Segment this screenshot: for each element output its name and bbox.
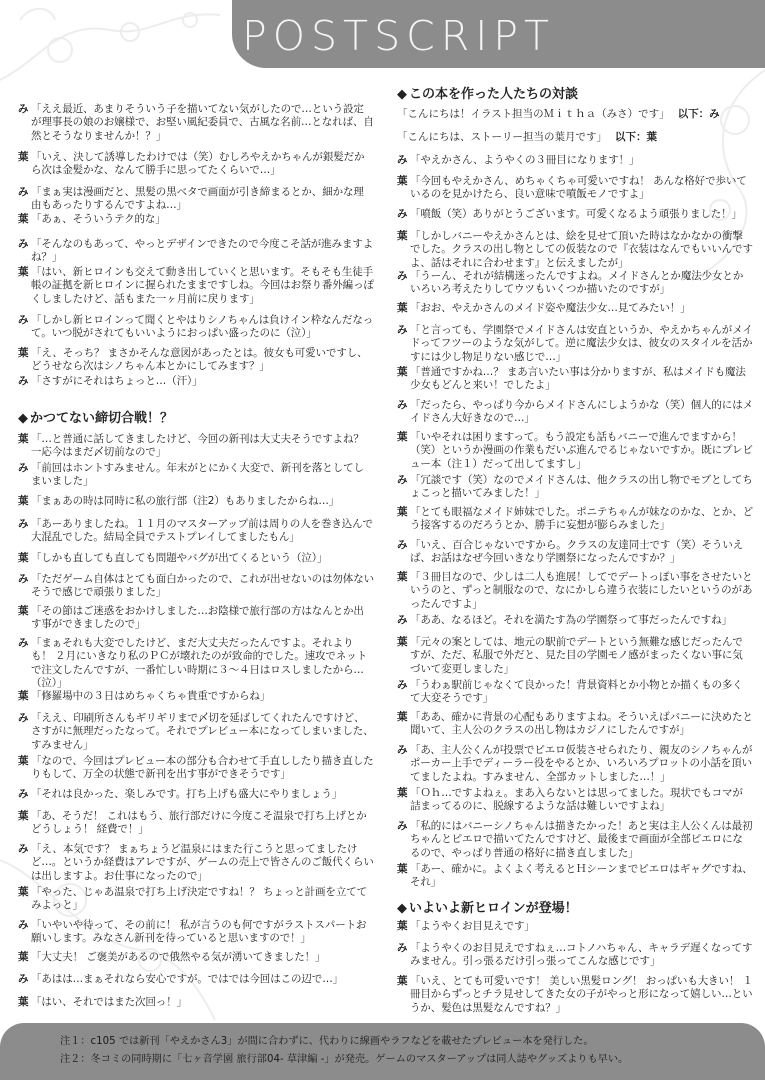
dialogue-text: 「しかも直しても直しても問題やバグが出てくるという（泣）」 (31, 552, 328, 564)
speaker-label: み (397, 679, 408, 691)
diamond-bullet-icon: ◆ (18, 411, 28, 426)
dialogue-text: 「今回もやえかさん、めちゃくちゃ可愛いですね！ あんな格好で歩いているのを見かけたら、良い意味で噴飯モノですよ」 (410, 175, 747, 201)
speaker-label: み (18, 573, 29, 585)
dialogue-line (18, 951, 374, 964)
dialogue-text: 「いえ、百合じゃないですから。クラスの友達同士です（笑）そういえば、お話はなぜ今回いきなり学園祭になったんですか？」 (410, 539, 744, 565)
dialogue-text: 「やえかさん、ようやくの３冊目になります！」 (410, 154, 640, 166)
dialogue-text: 「まぁそれも大変でしたけど、まだ大丈夫だったんですよ。それよりも！ ２月にいきなり私のＰＣが壊れたのが致命的でした。速攻でネットで注文したんですが、一番忙しい時期に３～４日はロスしましたから…（泣）」 (31, 637, 368, 689)
dialogue-text: 「あ、そうだ！ これはもう、旅行部だけに今度こそ温泉で打ち上げとかどうしょう！ 経費で！」 (31, 810, 367, 836)
dialogue-line (18, 919, 374, 946)
speaker-label: 葉 (397, 230, 408, 242)
dialogue-text: 「うーん、それが結構迷ったんですよね。メイドさんとか魔法少女とかいろいろ考えたりしてウツもいくつか描いたのですが」 (410, 270, 744, 296)
footnote-bar (0, 1023, 765, 1080)
speaker-label: み (397, 614, 408, 626)
dialogue-text: 「しかし新ヒロインって聞くとやはりシノちゃんは負けイン枠なんだなって。いつ脱がされてもいいようにおっぱい盛ったのに（泣）」 (31, 314, 374, 340)
dialogue-text: 「大丈夫！ ご褒美があるので俄然やる気が湧いてきました！」 (31, 951, 326, 963)
speaker-label: 葉 (18, 690, 29, 702)
dialogue-line (18, 266, 374, 306)
speaker-label: 葉 (18, 605, 29, 617)
dialogue-line (18, 518, 374, 545)
speaker-label: み (397, 208, 408, 220)
speaker-label: 葉 (397, 975, 408, 987)
dialogue-line (397, 230, 753, 270)
speaker-label: み (18, 103, 29, 115)
dialogue-text: 「冗談です（笑）なのでメイドさんは、他クラスの出し物でモブとしてちょこっと描いてみました！」 (410, 474, 753, 500)
dialogue-text: 「まぁあの時は同時に私の旅行部（注2）もありましたからね…」 (31, 495, 340, 507)
dialogue-text: 「ええ、印刷所さんもギリギリまで〆切を延ばしてくれたんですけど、さすがに無理だったなって。それでプレビュー本になってしまいました、すみません」 (31, 712, 374, 751)
dialogue-line (18, 552, 374, 565)
dialogue-text: 「それは良かった、楽しみです。打ち上げも盛大にやりましょう」 (31, 788, 343, 800)
dialogue-line (18, 213, 374, 226)
speaker-label: み (18, 843, 29, 855)
dialogue-line (18, 238, 374, 265)
dialogue-line (397, 787, 753, 814)
dialogue-text: 「おお、やえかさんのメイド姿や魔法少女…見てみたい！」 (410, 302, 691, 314)
dialogue-text: 「修羅場中の３日はめちゃくちゃ貴重ですからね」 (31, 690, 271, 702)
dialogue-text: 「普通ですかね…？ まあ言いたい事は分かりますが、私はメイドも魔法少女もどんと来い！でしたよ」 (410, 366, 746, 392)
dialogue-text: 「ただゲーム自体はとても面白かったので、これが出せないのは勿体ないそうで感じで頑張りました」 (31, 573, 374, 599)
dialogue-text: 「あー、確かに。よくよく考えるとＨシーンまでピエロはギャグですね、それ」 (410, 863, 753, 889)
dialogue-line (18, 690, 374, 703)
dialogue-line (18, 573, 374, 600)
intro-text: 「こんにちは！イラスト担当のＭｉｔｈａ（みさ）です」 (397, 108, 670, 120)
speaker-label: み (18, 462, 29, 474)
dialogue-line (18, 462, 374, 489)
speaker-label: み (18, 712, 29, 724)
dialogue-text: 「そんなのもあって、やっとデザインできたので今度こそ話が進みますよね？」 (31, 238, 374, 264)
dialogue-text: 「なので、今回はプレビュー本の部分も合わせて手直ししたり描き直したりもして、万全の状態で新刊を出す事ができそうです」 (31, 755, 374, 781)
dialogue-text: 「ああ、なるほど。それを満たす為の学園祭って事だったんですね」 (410, 614, 732, 626)
dialogue-line (18, 103, 374, 143)
dialogue-line (397, 175, 753, 202)
speaker-label: 葉 (397, 175, 408, 187)
speaker-label: み (397, 474, 408, 486)
dialogue-line (397, 571, 753, 611)
speaker-label: 葉 (18, 266, 29, 278)
dialogue-text: 「Ｏｈ…ですよねぇ。まあ入らないとは思ってました。現状でもコマが詰まってるのに、脱線するような話は難しいですよね」 (410, 787, 743, 813)
dialogue-line (18, 996, 374, 1009)
dialogue-line (18, 886, 374, 913)
speaker-label: 葉 (18, 347, 29, 359)
speaker-label: 葉 (397, 302, 408, 314)
diamond-bullet-icon: ◆ (397, 901, 407, 916)
dialogue-text: 「あ、主人公くんが投票でピエロ仮装させられたり、親友のシノちゃんがポーカー上手でディーラー役をやるとか、いろいろプロットの小話を頂いてましたよね。すみません、全部カットしました…！」 (410, 744, 753, 783)
dialogue-line (397, 920, 753, 933)
speaker-label: 葉 (18, 495, 29, 507)
dialogue-text: 「と言っても、学園祭でメイドさんは安直というか、やえかちゃんがメイドってフツーのような気がして。逆に魔法少女は、彼女のスタイルを活かすには少し物足りない感じで…」 (410, 324, 753, 363)
intro-text: 「こんにちは、ストーリー担当の葉月です」 (397, 131, 607, 143)
section-heading (397, 897, 578, 916)
speaker-label: 葉 (397, 636, 408, 648)
dialogue-text: 「うわぁ駅前じゃなくて良かった！背景資料とか小物とか描くもの多くて大変そうです」 (410, 679, 743, 705)
speaker-label: 葉 (397, 711, 408, 723)
speaker-label: み (18, 919, 29, 931)
dialogue-text: 「あぁ、そういうテク的な」 (31, 213, 166, 225)
dialogue-line (18, 151, 374, 178)
footnote-2: 注２：冬コミの同時期に「七ヶ音学園 旅行部04- 草津編 -」が発売。ゲームのマスターアップは同人誌やグッズよりも早い。 (60, 1054, 629, 1065)
section-heading (18, 407, 173, 426)
dialogue-line (18, 973, 374, 986)
dialogue-line (18, 712, 374, 752)
speaker-label: 葉 (397, 366, 408, 378)
dialogue-text: 「え、そっち？ まさかそんな意図があったとは。彼女も可愛いですし、どうせなら次はシノちゃん本とかにしてみます？」 (31, 347, 368, 373)
speaker-label: み (18, 518, 29, 530)
dialogue-line (18, 788, 374, 801)
dialogue-line (397, 820, 753, 860)
speaker-label: 葉 (18, 552, 29, 564)
dialogue-line (397, 679, 753, 706)
speaker-label: 葉 (397, 431, 408, 443)
dialogue-text: 「しかしバニーやえかさんとは、絵を見せて頂いた時はなかなかの衝撃でした。クラスの出し物としての仮装なので『衣装はなんでもいいんですよ、話はそれに合わせます』と伝えましたが」 (410, 230, 753, 269)
dialogue-line (397, 302, 753, 315)
dialogue-text: 「私的にはバニーシノちゃんは描きたかった！あと実は主人公くんは最初ちゃんとピエロで描いてたんですけど、最後まで画面が全部ピエロになるので、やっぱり普通の格好に描き直しました」 (410, 820, 753, 859)
dialogue-text: 「あはは…まぁそれなら安心ですが。ではでは今回はこの辺で…」 (31, 973, 343, 985)
speaker-label: 葉 (397, 571, 408, 583)
speaker-label: 葉 (18, 755, 29, 767)
dialogue-text: 「とても眼福なメイド姉妹でした。ポニテちゃんが妹なのかな、とか、どう接客するのだろうとか、勝手に妄想が膨らみました」 (410, 506, 753, 532)
speaker-label: 葉 (18, 213, 29, 225)
speaker-label: 葉 (397, 506, 408, 518)
dialogue-line (18, 810, 374, 837)
dialogue-text: 「さすがにそれはちょっと…（汗）」 (31, 375, 203, 387)
dialogue-text: 「いえ、決して誘導したわけでは（笑）むしろやえかちゃんが銀髪だから次は金髪かな、なんて勝手に思ってたくらいで…」 (31, 151, 365, 177)
dialogue-line (397, 614, 753, 627)
dialogue-line (18, 637, 374, 690)
speaker-label: み (397, 324, 408, 336)
dialogue-line (397, 399, 753, 426)
dialogue-line (18, 755, 374, 782)
dialogue-line (397, 154, 753, 167)
section-heading (397, 83, 578, 102)
dialogue-text: 「やった、じゃあ温泉で打ち上げ決定ですね！？ ちょっと計画を立ててみよっと」 (31, 886, 368, 912)
dialogue-line (18, 347, 374, 374)
speaker-label: み (397, 942, 408, 954)
diamond-bullet-icon: ◆ (397, 87, 407, 102)
dialogue-text: 「ようやくのお目見えですねぇ…コトノハちゃん、キャラデ遅くなってすみません。引っ張るだけ引っ張ってこんな感じです」 (410, 942, 753, 968)
dialogue-line (18, 605, 374, 632)
dialogue-line (18, 314, 374, 341)
dialogue-line (397, 863, 753, 890)
speaker-label: み (18, 314, 29, 326)
speaker-label: み (397, 820, 408, 832)
dialogue-text: 「いえ、とても可愛いです！ 美しい黒髪ロング！ おっぱいも大きい！ １冊目からずっとチラ見せしてきた女の子がやっと形になって嬉しい…というか、髪色は黒髪なんですね？」 (410, 975, 753, 1014)
dialogue-text: 「元々の案としては、地元の駅前でデートという無難な感じだったんですが、ただ、私服で外だと、見た目の学園モノ感がまったくない事に気づいて変更しました」 (410, 636, 743, 675)
section-heading-text: この本を作った人たちの対談 (409, 87, 579, 102)
speaker-label: 葉 (18, 886, 29, 898)
speaker-label: み (397, 154, 408, 166)
dialogue-line (397, 539, 753, 566)
section-heading-text: いよいよ新ヒロインが登場！ (409, 901, 578, 916)
floral-ornament-top-left (0, 0, 230, 110)
speaker-label: み (397, 539, 408, 551)
dialogue-text: 「ああ、確かに背景の心配もありますよね。そういえばバニーに決めたと聞いて、主人公のクラスの出し物はカジノにしたんですが」 (410, 711, 753, 737)
speaker-label: み (18, 973, 29, 985)
dialogue-line (18, 433, 374, 460)
dialogue-text: 「え、本気です？ まぁちょうど温泉にはまた行こうと思ってましたけど…。というか経費はアレですが、ゲームの売上で皆さんのご飯代くらいは出しますよ。お仕事になったので」 (31, 843, 374, 882)
speaker-label: 葉 (18, 951, 29, 963)
dialogue-line (397, 506, 753, 533)
dialogue-line (18, 375, 374, 388)
speaker-label: み (397, 270, 408, 282)
dialogue-text: 「いやいや待って、その前に！ 私が言うのも何ですがラストスパートお願いします。みなさん新刊を待っていると思いますので！」 (31, 919, 367, 945)
intro-line (397, 131, 753, 144)
footnote-1: 注１：c105 では新刊「やえかさん3」が間に合わずに、代わりに線画やラフなどを載せたプレビュー本を発行した。 (60, 1036, 594, 1047)
dialogue-line (397, 744, 753, 784)
speaker-label: 葉 (397, 920, 408, 932)
dialogue-line (397, 636, 753, 676)
speaker-label: み (18, 238, 29, 250)
speaker-label: 葉 (18, 810, 29, 822)
dialogue-line (18, 186, 374, 213)
dialogue-line (397, 711, 753, 738)
dialogue-line (18, 495, 374, 508)
dialogue-text: 「その節はご迷惑をおかけしました…お陰様で旅行部の方はなんとか出す事ができましたので」 (31, 605, 364, 631)
dialogue-line (397, 270, 753, 297)
intro-line (397, 108, 753, 121)
dialogue-text: 「まぁ実は漫画だと、黒髪の黒ベタで画面が引き締まるとか、細かな理由もあったりするんですよね…」 (31, 186, 364, 212)
dialogue-text: 「いやそれは困りますって。もう設定も話もバニーで進んでますから！（笑）というか漫画の作業もだいぶ進んでるじゃないですか。既にプレビュー本（注１）だって出してますし」 (410, 431, 753, 470)
dialogue-text: 「３冊目なので、少しは二人も進展！してでデートっぽい事をさせたいというのと、ずっと制服なので、なにかしら違う衣装にしたいというのがあったんですよ」 (410, 571, 753, 610)
dialogue-line (397, 208, 753, 221)
dialogue-line (18, 843, 374, 883)
speaker-label: み (397, 744, 408, 756)
dialogue-line (397, 474, 753, 501)
speaker-abbreviation: 以下：み (677, 108, 720, 120)
section-heading-text: かつてない締切合戦！？ (30, 411, 174, 426)
page-title: POSTSCRIPT (242, 12, 556, 60)
dialogue-line (397, 975, 753, 1015)
dialogue-line (397, 942, 753, 969)
dialogue-text: 「はい、新ヒロインも交えて動き出していくと思います。そもそも生徒手帳の証拠を新ヒロインに握られたままですしね。今回はお祭り番外編っぽくしましたけど、話もまた一ヶ月前に戻ります」 (31, 266, 374, 305)
dialogue-line (397, 324, 753, 364)
dialogue-text: 「…と普通に話してきましたけど、今回の新刊は大丈夫そうですよね？ 一応今はまだ〆切前なので」 (31, 433, 364, 459)
speaker-label: み (18, 788, 29, 800)
speaker-label: 葉 (18, 151, 29, 163)
speaker-label: 葉 (397, 787, 408, 799)
speaker-abbreviation: 以下：葉 (615, 131, 657, 143)
speaker-label: み (18, 186, 29, 198)
speaker-label: み (18, 375, 29, 387)
dialogue-line (397, 431, 753, 471)
dialogue-text: 「噴飯（笑）ありがとうございます。可愛くなるよう頑張りました！」 (410, 208, 742, 220)
dialogue-text: 「前回はホントすみません。年末がとにかく大変で、新刊を落としてしまいました」 (31, 462, 364, 488)
speaker-label: 葉 (18, 433, 29, 445)
dialogue-text: 「ええ最近、あまりそういう子を描いてない気がしたので…という設定が理事長の娘のお嬢様で、お堅い風紀委員で、古風な名前…となれば、自然とそうなりませんか！？」 (31, 103, 374, 142)
speaker-label: み (18, 637, 29, 649)
dialogue-text: 「ようやくお目見えです」 (410, 920, 535, 932)
dialogue-text: 「だったら、やっぱり今からメイドさんにしようかな（笑）個人的にはメイドさん大好きなので…」 (410, 399, 753, 425)
speaker-label: 葉 (18, 996, 29, 1008)
dialogue-text: 「あーありましたね。１１月のマスターアップ前は周りの人を巻き込んで大混乱でした。結局全員でテストプレイしてましたもん」 (31, 518, 373, 544)
dialogue-text: 「はい、それではまた次回っ！」 (31, 996, 187, 1008)
speaker-label: 葉 (397, 863, 408, 875)
speaker-label: み (397, 399, 408, 411)
dialogue-line (397, 366, 753, 393)
